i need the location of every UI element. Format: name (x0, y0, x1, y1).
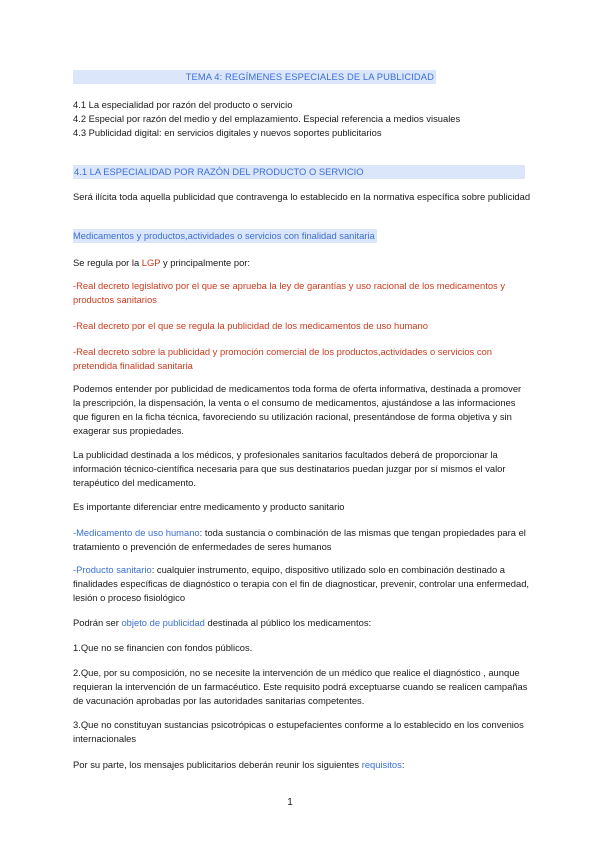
subheading: Medicamentos y productos,actividades o servicios con finalidad sanitaria (73, 230, 375, 241)
objeto-line (73, 616, 531, 630)
lgp-term: LGP (141, 257, 161, 268)
objeto-term: objeto de publicidad (121, 617, 205, 628)
list-item: 2.Que, por su composición, no se necesite la intervención de un médico que realice el diagnóstico , aunque requieran la intervención de un farmacéutico. Este requisito podrá exceptuarse cuando se realicen campañas de vacunación aprobadas por las autoridades sanitarias competentes. (73, 667, 528, 706)
definition-paragraph: Podemos entender por publicidad de medicamentos toda forma de oferta informativa, destinada a promover la prescripción, la dispensación, la venta o el consumo de medicamentos, ajustándose a las informaciones que figuren en la ficha técnica, favoreciendo su utilización racional, presentándose de forma objetiva y sin exagerar sus propiedades. (73, 383, 522, 436)
section-heading: 4.1 LA ESPECIALIDAD POR RAZÓN DEL PRODUCTO O SERVICIO (73, 165, 525, 179)
toc-item: 4.3 Publicidad digital: en servicios digitales y nuevos soportes publicitarios (73, 127, 382, 138)
regula-prefix: Se regula por la (73, 257, 142, 268)
decreto-item: -Real decreto por el que se regula la publicidad de los medicamentos de uso humano (73, 320, 428, 331)
toc-item: 4.1 La especialidad por razón del producto o servicio (73, 99, 293, 110)
requisitos-prefix: Por su parte, los mensajes publicitarios deberán reunir los siguientes (73, 759, 362, 770)
medicamento-text: : toda sustancia o combinación de las mismas que tengan propiedades para el tratamiento o prevención de enfermedades de seres humanos (73, 527, 526, 552)
requisitos-line (73, 758, 531, 772)
objeto-suffix: destinada al público los medicamentos: (204, 617, 372, 628)
medicamento-term: -Medicamento de uso humano (73, 527, 200, 538)
tema-title: TEMA 4: REGÍMENES ESPECIALES DE LA PUBLICIDAD (73, 70, 436, 84)
table-of-contents (73, 98, 531, 140)
requisitos-suffix: : (401, 759, 405, 770)
page-number: 1 (287, 797, 293, 808)
toc-item: 4.2 Especial por razón del medio y del emplazamiento. Especial referencia a medios visuales (73, 113, 461, 124)
producto-term: -Producto sanitario (73, 564, 152, 575)
decreto-item: -Real decreto legislativo por el que se aprueba la ley de garantías y uso racional de los medicamentos y productos sanitarios (73, 280, 506, 305)
regula-line (73, 256, 531, 270)
regula-suffix: y principalmente por: (160, 257, 251, 268)
producto-text: : cualquier instrumento, equipo, dispositivo utilizado solo en combinación destinado a finalidades específicas de diagnóstico o terapia con el fin de diagnosticar, prevenir, controlar una enfermedad, lesión o proceso fisiológico (73, 564, 530, 603)
intro-paragraph: Será ilícita toda aquella publicidad que contravenga lo establecido en la normativa específica sobre publicidad (73, 191, 531, 202)
decreto-item: -Real decreto sobre la publicidad y promoción comercial de los productos,actividades o servicios con pretendida finalidad sanitaria (73, 346, 492, 371)
profesionales-paragraph: La publicidad destinada a los médicos, y profesionales sanitarios facultados deberá de proporcionar la información técnico-científica necesaria para que sus destinatarios puedan juzgar por sí mismos el valor terapéutico del medicamento. (73, 449, 506, 488)
medicamento-definition (73, 526, 531, 554)
producto-definition (73, 563, 531, 605)
requisitos-term: requisitos (361, 759, 402, 770)
list-item: 3.Que no constituyan sustancias psicotrópicas o estupefacientes conforme a lo establecido en los convenios internacionales (73, 719, 524, 744)
diferenciar-line: Es importante diferenciar entre medicamento y producto sanitario (73, 501, 345, 512)
objeto-prefix: Podrán ser (73, 617, 122, 628)
list-item: 1.Que no se financien con fondos públicos. (73, 642, 253, 653)
